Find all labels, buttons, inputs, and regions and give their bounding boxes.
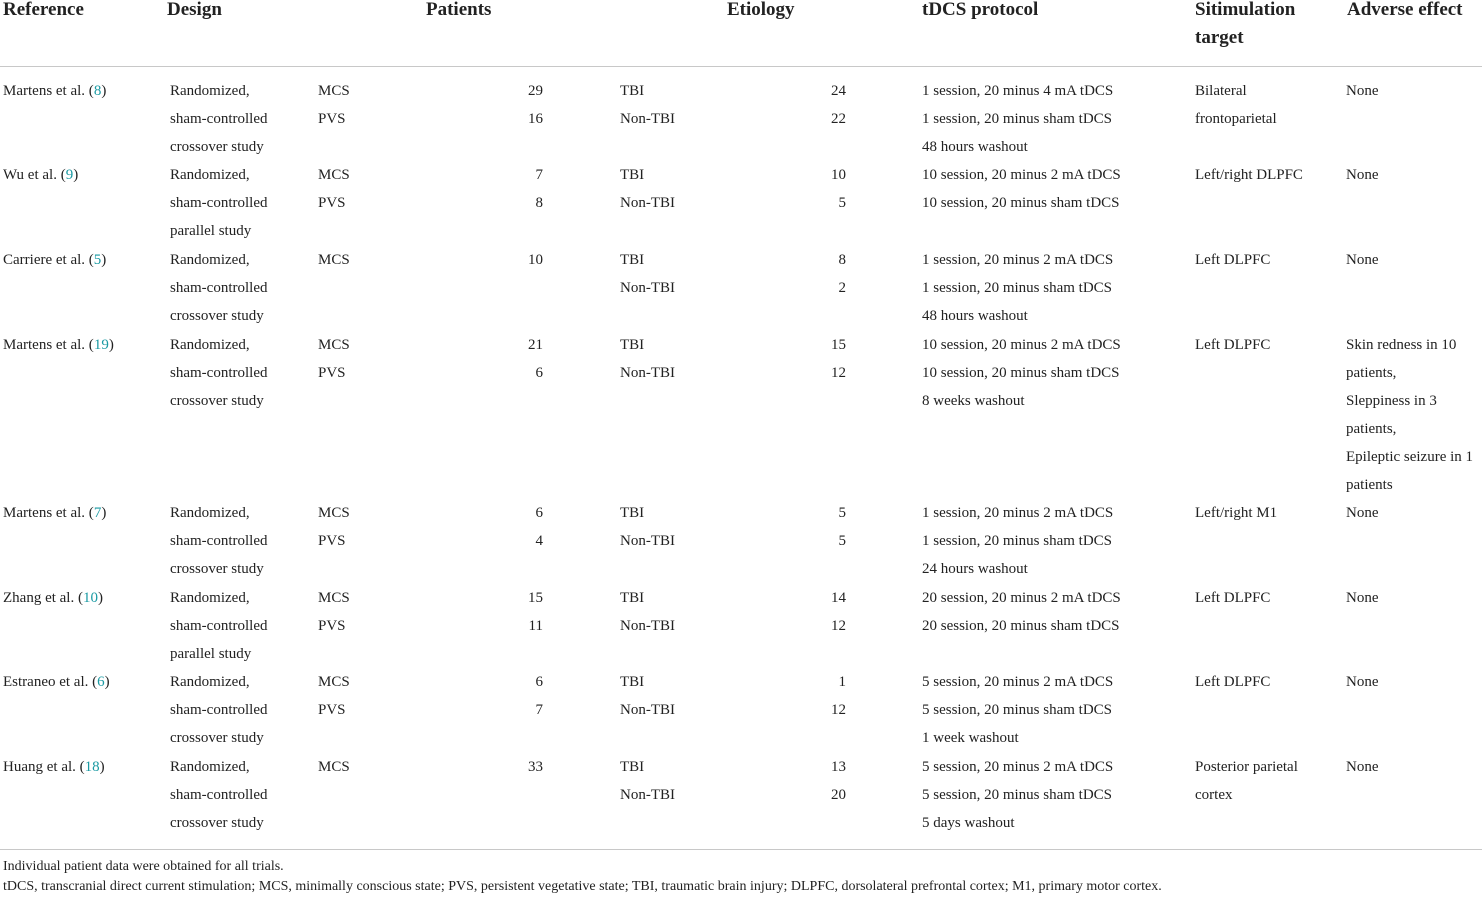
- protocol-line: 1 session, 20 minus sham tDCS: [922, 111, 1113, 127]
- etiology-count: 22: [831, 111, 846, 127]
- reference-number-link[interactable]: 10: [82, 590, 98, 606]
- design-line: sham-controlled: [170, 702, 268, 718]
- reference-author: Martens et al. (: [3, 83, 94, 99]
- protocol-line: 5 session, 20 minus sham tDCS: [922, 702, 1113, 718]
- footnote-1: Individual patient data were obtained for all trials.: [3, 859, 284, 874]
- design-line: Randomized,: [170, 83, 250, 99]
- reference-author: Estraneo et al. (: [3, 674, 98, 690]
- header-reference: Reference: [3, 0, 84, 20]
- adverse-line: patients: [1346, 477, 1393, 493]
- etiology-type: Non-TBI: [620, 702, 675, 718]
- protocol-line: 10 session, 20 minus 2 mA tDCS: [922, 337, 1121, 353]
- design-line: Randomized,: [170, 590, 250, 606]
- etiology-count: 12: [831, 618, 846, 634]
- reference-cell: [3, 331, 114, 359]
- etiology-count: 8: [838, 252, 846, 268]
- etiology-count: 12: [831, 365, 846, 381]
- patient-count: 15: [528, 590, 543, 606]
- design-line: sham-controlled: [170, 787, 268, 803]
- patient-count: 7: [535, 167, 543, 183]
- adverse-line: Epileptic seizure in 1: [1346, 449, 1474, 465]
- etiology-count: 20: [831, 787, 846, 803]
- etiology-type: TBI: [620, 167, 645, 183]
- adverse-line: None: [1346, 590, 1379, 606]
- design-line: sham-controlled: [170, 280, 268, 296]
- design-line: parallel study: [170, 223, 252, 239]
- header-etiology: Etiology: [727, 0, 795, 20]
- protocol-line: 48 hours washout: [922, 308, 1028, 324]
- etiology-type: Non-TBI: [620, 618, 675, 634]
- etiology-type: Non-TBI: [620, 280, 675, 296]
- protocol-line: 10 session, 20 minus sham tDCS: [922, 195, 1120, 211]
- target-line: Left/right DLPFC: [1195, 167, 1303, 183]
- target-line: cortex: [1195, 787, 1233, 803]
- reference-close: ): [101, 83, 107, 99]
- patient-group: MCS: [318, 167, 350, 183]
- patient-group: MCS: [318, 337, 350, 353]
- reference-close: ): [108, 337, 114, 353]
- etiology-count: 12: [831, 702, 846, 718]
- patient-group: MCS: [318, 505, 350, 521]
- patient-group: PVS: [318, 702, 346, 718]
- header-target-line1: Sitimulation: [1195, 0, 1296, 20]
- target-line: Posterior parietal: [1195, 759, 1298, 775]
- adverse-line: Sleppiness in 3: [1346, 393, 1437, 409]
- reference-close: ): [99, 759, 105, 775]
- protocol-line: 20 session, 20 minus sham tDCS: [922, 618, 1120, 634]
- protocol-line: 10 session, 20 minus 2 mA tDCS: [922, 167, 1121, 183]
- target-line: Left DLPFC: [1195, 337, 1271, 353]
- patient-group: PVS: [318, 365, 346, 381]
- etiology-type: Non-TBI: [620, 787, 675, 803]
- design-line: parallel study: [170, 646, 252, 662]
- design-line: sham-controlled: [170, 618, 268, 634]
- patient-group: PVS: [318, 533, 346, 549]
- etiology-type: TBI: [620, 759, 645, 775]
- header-patients: Patients: [426, 0, 492, 20]
- reference-author: Wu et al. (: [3, 167, 66, 183]
- etiology-count: 5: [838, 533, 846, 549]
- etiology-type: Non-TBI: [620, 533, 675, 549]
- design-line: crossover study: [170, 308, 264, 324]
- protocol-line: 1 session, 20 minus sham tDCS: [922, 533, 1113, 549]
- adverse-line: None: [1346, 759, 1379, 775]
- design-line: sham-controlled: [170, 533, 268, 549]
- patient-count: 6: [535, 505, 543, 521]
- reference-close: ): [73, 167, 79, 183]
- protocol-line: 24 hours washout: [922, 561, 1028, 577]
- patient-count: 7: [535, 702, 543, 718]
- patient-group: PVS: [318, 111, 346, 127]
- reference-number-link[interactable]: 8: [93, 83, 102, 99]
- adverse-line: None: [1346, 83, 1379, 99]
- header-adverse: Adverse effect: [1347, 0, 1463, 20]
- protocol-line: 5 session, 20 minus 2 mA tDCS: [922, 759, 1114, 775]
- design-line: crossover study: [170, 730, 264, 746]
- reference-author: Zhang et al. (: [3, 590, 83, 606]
- design-line: Randomized,: [170, 252, 250, 268]
- reference-author: Huang et al. (: [3, 759, 85, 775]
- etiology-type: TBI: [620, 505, 645, 521]
- protocol-line: 5 session, 20 minus 2 mA tDCS: [922, 674, 1114, 690]
- protocol-line: 1 session, 20 minus sham tDCS: [922, 280, 1113, 296]
- patient-count: 6: [535, 365, 543, 381]
- patient-count: 8: [535, 195, 543, 211]
- patient-group: MCS: [318, 674, 350, 690]
- reference-close: ): [97, 590, 103, 606]
- protocol-line: 8 weeks washout: [922, 393, 1025, 409]
- adverse-line: None: [1346, 167, 1379, 183]
- adverse-line: None: [1346, 505, 1379, 521]
- patient-count: 6: [535, 674, 543, 690]
- patient-count: 4: [535, 533, 543, 549]
- patient-count: 11: [528, 618, 543, 634]
- reference-number-link[interactable]: 18: [84, 759, 100, 775]
- etiology-count: 5: [838, 505, 846, 521]
- reference-close: ): [101, 505, 107, 521]
- etiology-type: Non-TBI: [620, 195, 675, 211]
- etiology-type: TBI: [620, 590, 645, 606]
- design-line: Randomized,: [170, 674, 250, 690]
- patient-count: 16: [528, 111, 543, 127]
- etiology-count: 15: [831, 337, 846, 353]
- reference-cell: [3, 77, 106, 105]
- etiology-count: 24: [831, 83, 846, 99]
- design-line: sham-controlled: [170, 365, 268, 381]
- protocol-line: 5 session, 20 minus sham tDCS: [922, 787, 1113, 803]
- design-line: crossover study: [170, 561, 264, 577]
- footnote-2: tDCS, transcranial direct current stimulation; MCS, minimally conscious state; PVS, persistent vegetative state; TBI, traumatic brain injury; DLPFC, dorsolateral prefrontal cortex; M1, primary motor cortex.: [3, 879, 1162, 894]
- patient-count: 33: [528, 759, 543, 775]
- reference-cell: [3, 499, 106, 527]
- reference-close: ): [101, 252, 107, 268]
- design-line: Randomized,: [170, 337, 250, 353]
- etiology-type: Non-TBI: [620, 365, 675, 381]
- etiology-count: 13: [831, 759, 846, 775]
- protocol-line: 1 session, 20 minus 2 mA tDCS: [922, 252, 1114, 268]
- etiology-type: TBI: [620, 674, 645, 690]
- design-line: Randomized,: [170, 167, 250, 183]
- header-rule: [0, 66, 1482, 67]
- protocol-line: 5 days washout: [922, 815, 1015, 831]
- etiology-count: 1: [838, 674, 846, 690]
- reference-number-link[interactable]: 5: [93, 252, 102, 268]
- reference-cell: [3, 161, 78, 189]
- protocol-line: 48 hours washout: [922, 139, 1028, 155]
- adverse-line: patients,: [1346, 421, 1397, 437]
- etiology-type: TBI: [620, 83, 645, 99]
- reference-cell: [3, 668, 110, 696]
- design-line: sham-controlled: [170, 111, 268, 127]
- header-protocol: tDCS protocol: [922, 0, 1039, 20]
- design-line: Randomized,: [170, 759, 250, 775]
- target-line: Bilateral: [1195, 83, 1247, 99]
- adverse-line: patients,: [1346, 365, 1397, 381]
- patient-group: MCS: [318, 590, 350, 606]
- patient-count: 21: [528, 337, 543, 353]
- protocol-line: 1 session, 20 minus 4 mA tDCS: [922, 83, 1114, 99]
- etiology-type: Non-TBI: [620, 111, 675, 127]
- design-line: Randomized,: [170, 505, 250, 521]
- reference-number-link[interactable]: 9: [65, 167, 74, 183]
- target-line: Left DLPFC: [1195, 590, 1271, 606]
- reference-number-link[interactable]: 19: [93, 337, 109, 353]
- design-line: sham-controlled: [170, 195, 268, 211]
- adverse-line: None: [1346, 252, 1379, 268]
- etiology-count: 14: [831, 590, 846, 606]
- reference-number-link[interactable]: 7: [93, 505, 102, 521]
- protocol-line: 10 session, 20 minus sham tDCS: [922, 365, 1120, 381]
- reference-author: Martens et al. (: [3, 337, 94, 353]
- adverse-line: None: [1346, 674, 1379, 690]
- reference-cell: [3, 584, 103, 612]
- reference-author: Martens et al. (: [3, 505, 94, 521]
- reference-close: ): [104, 674, 110, 690]
- protocol-line: 1 week washout: [922, 730, 1019, 746]
- patient-group: MCS: [318, 83, 350, 99]
- patient-group: MCS: [318, 252, 350, 268]
- etiology-count: 5: [838, 195, 846, 211]
- protocol-line: 20 session, 20 minus 2 mA tDCS: [922, 590, 1121, 606]
- target-line: Left/right M1: [1195, 505, 1278, 521]
- target-line: Left DLPFC: [1195, 252, 1271, 268]
- design-line: crossover study: [170, 139, 264, 155]
- etiology-count: 2: [838, 280, 846, 296]
- etiology-count: 10: [831, 167, 846, 183]
- footer-rule: [0, 849, 1482, 850]
- design-line: crossover study: [170, 393, 264, 409]
- patient-group: PVS: [318, 618, 346, 634]
- reference-number-link[interactable]: 6: [97, 674, 105, 690]
- patient-group: PVS: [318, 195, 346, 211]
- header-design: Design: [167, 0, 222, 20]
- etiology-type: TBI: [620, 252, 645, 268]
- reference-cell: [3, 753, 105, 781]
- reference-author: Carriere et al. (: [3, 252, 94, 268]
- patient-group: MCS: [318, 759, 350, 775]
- header-target-line2: target: [1195, 27, 1244, 48]
- etiology-type: TBI: [620, 337, 645, 353]
- protocol-line: 1 session, 20 minus 2 mA tDCS: [922, 505, 1114, 521]
- design-line: crossover study: [170, 815, 264, 831]
- reference-cell: [3, 246, 106, 274]
- target-line: Left DLPFC: [1195, 674, 1271, 690]
- target-line: frontoparietal: [1195, 111, 1277, 127]
- patient-count: 29: [528, 83, 543, 99]
- adverse-line: Skin redness in 10: [1346, 337, 1457, 353]
- patient-count: 10: [528, 252, 543, 268]
